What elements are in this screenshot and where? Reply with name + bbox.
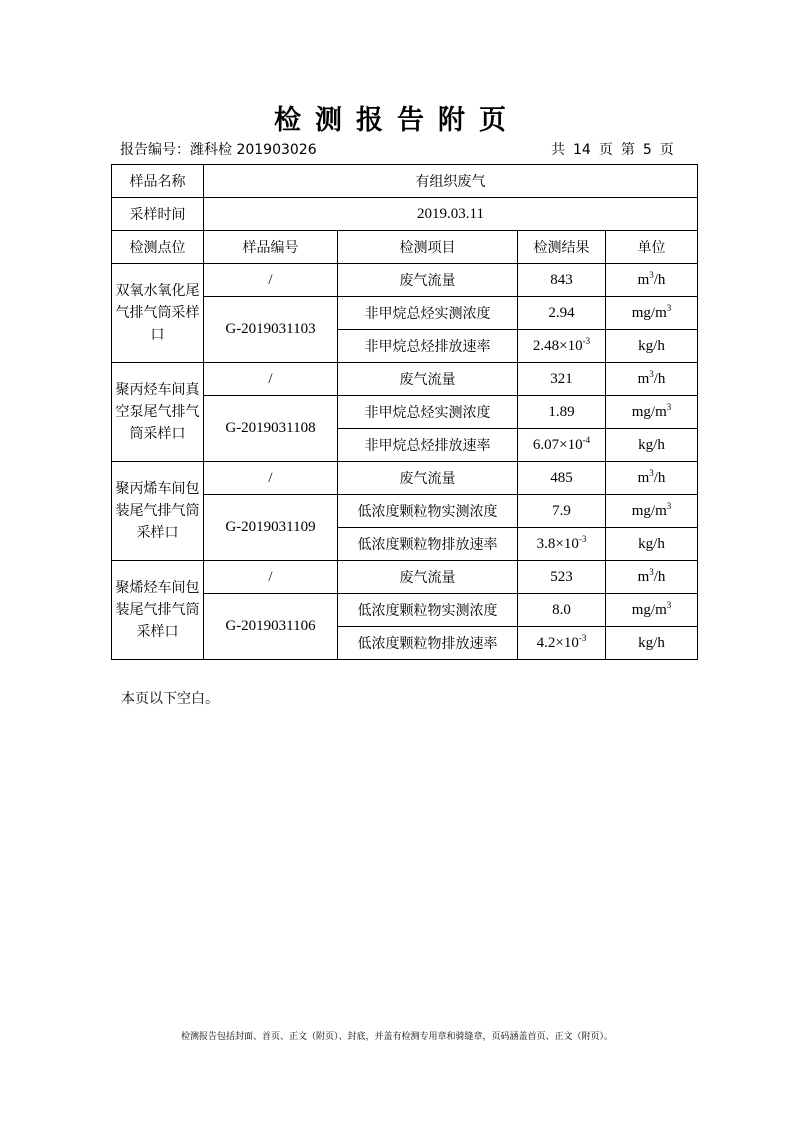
sample-number: / [204, 561, 338, 594]
sampling-point: 聚丙烃车间真空泵尾气排气筒采样口 [112, 363, 204, 462]
unit-base: kg/h [638, 436, 665, 453]
result-exponent: -3 [582, 335, 591, 346]
unit-base: mg/m [631, 304, 667, 321]
test-result: 7.9 [518, 495, 606, 528]
unit-exponent: 3 [649, 368, 654, 379]
result-mantissa: 4.2×10 [536, 634, 579, 651]
unit-exponent: 3 [649, 467, 654, 478]
table-row [112, 561, 698, 594]
test-result: 843 [518, 264, 606, 297]
sample-name-row [112, 165, 698, 198]
test-item: 低浓度颗粒物排放速率 [338, 627, 518, 660]
test-item: 废气流量 [338, 462, 518, 495]
test-result: 485 [518, 462, 606, 495]
page-counter [547, 139, 678, 159]
sample-name-label: 样品名称 [112, 165, 204, 198]
header-row [112, 231, 698, 264]
test-result: 1.89 [518, 396, 606, 429]
result-exponent: -4 [582, 434, 591, 445]
unit-base: m [637, 568, 650, 585]
sample-number: G-2019031108 [204, 396, 338, 462]
table-row [112, 363, 698, 396]
sampling-point: 双氧水氧化尾气排气筒采样口 [112, 264, 204, 363]
test-result: 321 [518, 363, 606, 396]
sample-number: / [204, 264, 338, 297]
test-item: 非甲烷总烃排放速率 [338, 429, 518, 462]
unit-exponent: 3 [666, 500, 672, 511]
report-number: 报告编号：潍科检 201903026 [120, 142, 317, 158]
test-item: 废气流量 [338, 561, 518, 594]
unit-tail: /h [653, 271, 666, 288]
result-mantissa: 6.07×10 [532, 436, 583, 453]
unit [606, 495, 698, 528]
unit [606, 462, 698, 495]
table-row [112, 264, 698, 297]
test-item: 非甲烷总烃排放速率 [338, 330, 518, 363]
sampling-time-value: 2019.03.11 [204, 198, 698, 231]
unit-base: mg/m [631, 601, 667, 618]
blank-note: 本页以下空白。 [121, 691, 219, 707]
sampling-time-label: 采样时间 [112, 198, 204, 231]
page-title: 检测报告附页 [274, 105, 520, 136]
sample-number: G-2019031103 [204, 297, 338, 363]
sample-number: G-2019031109 [204, 495, 338, 561]
test-result: 8.0 [518, 594, 606, 627]
unit-base: m [637, 271, 650, 288]
unit-base: mg/m [631, 403, 667, 420]
unit [606, 594, 698, 627]
unit-exponent: 3 [649, 566, 654, 577]
unit-tail: /h [653, 370, 666, 387]
unit-base: m [637, 469, 650, 486]
col-header-unit: 单位 [606, 231, 698, 264]
unit [606, 528, 698, 561]
test-result [518, 429, 606, 462]
test-item: 非甲烷总烃实测浓度 [338, 297, 518, 330]
result-mantissa: 2.48×10 [532, 337, 583, 354]
unit-tail: /h [653, 469, 666, 486]
unit [606, 264, 698, 297]
unit [606, 429, 698, 462]
total-prefix: 共 [551, 142, 565, 158]
sample-number: G-2019031106 [204, 594, 338, 660]
test-result [518, 330, 606, 363]
results-table [111, 164, 698, 660]
unit-exponent: 3 [666, 401, 672, 412]
page-word: 页 [598, 142, 613, 158]
test-result [518, 627, 606, 660]
test-result: 2.94 [518, 297, 606, 330]
sample-number: / [204, 462, 338, 495]
unit-tail: /h [653, 568, 666, 585]
test-item: 非甲烷总烃实测浓度 [338, 396, 518, 429]
sample-number: / [204, 363, 338, 396]
page-word-2: 页 [659, 142, 674, 158]
test-result: 523 [518, 561, 606, 594]
sampling-point: 聚丙烯车间包装尾气排气筒采样口 [112, 462, 204, 561]
sample-name-value: 有组织废气 [204, 165, 698, 198]
table-row [112, 462, 698, 495]
col-header-result: 检测结果 [518, 231, 606, 264]
unit-base: kg/h [638, 634, 665, 651]
unit [606, 627, 698, 660]
unit-base: kg/h [638, 535, 665, 552]
unit-base: m [637, 370, 650, 387]
unit [606, 561, 698, 594]
current-page: 5 [642, 142, 652, 158]
sampling-time-row [112, 198, 698, 231]
unit [606, 330, 698, 363]
current-prefix: 第 [620, 142, 635, 158]
unit-base: mg/m [631, 502, 667, 519]
unit-base: kg/h [638, 337, 665, 354]
unit [606, 363, 698, 396]
test-item: 低浓度颗粒物排放速率 [338, 528, 518, 561]
footer-note: 检测报告包括封面、首页、正文（附页）、封底，并盖有检测专用章和骑缝章，页码涵盖首页、正文（附页）。 [180, 1032, 613, 1042]
col-header-sample-no: 样品编号 [204, 231, 338, 264]
total-pages: 14 [573, 142, 591, 158]
test-item: 低浓度颗粒物实测浓度 [338, 495, 518, 528]
result-exponent: -3 [578, 533, 587, 544]
test-item: 废气流量 [338, 264, 518, 297]
test-item: 废气流量 [338, 363, 518, 396]
result-exponent: -3 [578, 632, 587, 643]
unit-exponent: 3 [666, 302, 672, 313]
unit-exponent: 3 [666, 599, 672, 610]
test-result [518, 528, 606, 561]
col-header-item: 检测项目 [338, 231, 518, 264]
sampling-point: 聚烯烃车间包装尾气排气筒采样口 [112, 561, 204, 660]
unit [606, 396, 698, 429]
unit-exponent: 3 [649, 269, 654, 280]
col-header-point: 检测点位 [112, 231, 204, 264]
test-item: 低浓度颗粒物实测浓度 [338, 594, 518, 627]
result-mantissa: 3.8×10 [536, 535, 579, 552]
unit [606, 297, 698, 330]
